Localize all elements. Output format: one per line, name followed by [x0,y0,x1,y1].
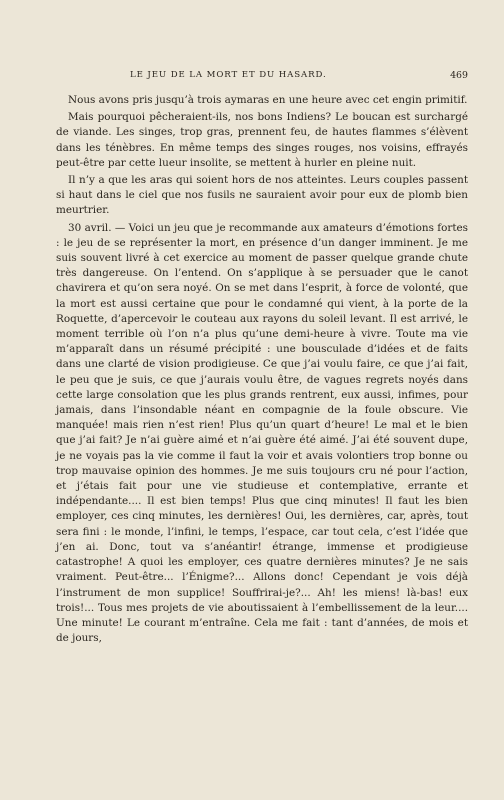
paragraph: Nous avons pris jusqu’à trois aymaras en une heure avec cet engin primitif. [68,94,468,106]
paragraph: 30 avril. — Voici un jeu que je recommande aux amateurs d’émotions fortes : le jeu de se représenter la mort, en présence d’un danger imminent. Je me suis souvent livré à cet exercice au moment de passer quelque grande chute très dangereuse. On l’entend. On s’applique à se persuader que le canot chavirera et qu’on sera noyé. On se met dans l’esprit, à force de volonté, que la mort est aussi certaine que pour le condamné qui vient, à la porte de la Roquette, d’apercevoir le couteau aux rayons du soleil levant. Il est arrivé, le moment terrible où l’on n’a plus qu’une demi-heure à vivre. Toute ma vie m’apparaît dans un résumé précipité : une bousculade d’idées et de faits dans une clarté de vision prodigieuse. Ce que j’ai voulu faire, ce que j’ai fait, le peu que je suis, ce que j’aurais voulu être, de vagues regrets noyés dans cette large consolation que les plus grands rentrent, eux aussi, infimes, pour jamais, dans l’insondable néant en compagnie de la foule obscure. Vie manquée! mais rien n’est rien! Plus qu’un quart d’heure! Le mal et le bien que j’ai fait? Je n’ai guère aimé et n’ai guère été aimé. J’ai été souvent dupe, je ne voyais pas la vie comme il faut la voir et avais volontiers trop bonne ou trop mauvaise opinion des hommes. Je me suis toujours cru né pour l’action, et j’étais fait pour une vie studieuse et contemplative, errante et indépendante.... Il est bien temps! Plus que cinq minutes! Il faut les bien employer, ces cinq minutes, les dernières! Oui, les dernières, car, après, tout sera fini : le monde, l’infini, le temps, l’espace, car tout cela, c’est l’idée que j’en ai. Donc, tout va s’anéantir! étrange, immense et prodigieuse catastrophe! A quoi les employer, ces quatre dernières minutes? Je ne sais vraiment. Peut-être... l’Énigme?... Allons donc! Cependant je vois déjà l’instrument de mon supplice! Souffrirai-je?... Ah! les miens! là-bas! eux trois!... Tous mes projets de vie aboutissaient à l’embellissement de la leur.... Une minute! Le courant m’entraîne. Cela me fait : tant d’années, de mois et de jours, [56,221,468,645]
paragraph: Il n’y a que les aras qui soient hors de nos atteintes. Leurs couples passent si haut dans le ciel que nos fusils ne sauraient avoir pour eux de plomb bien meurtrier. [56,174,468,217]
page-number: 469 [450,70,468,81]
page-header [56,70,468,86]
running-title: LE JEU DE LA MORT ET DU HASARD. [130,70,327,80]
body-text [56,93,468,646]
paragraph: Mais pourquoi pêcheraient-ils, nos bons Indiens? Le boucan est surchargé de viande. Les singes, trop gras, prennent feu, de hautes flammes s’élèvent dans les ténèbres. En même temps des singes rouges, nos voisins, effrayés peut-être par cette lueur insolite, se mettent à hurler en pleine nuit. [56,111,468,169]
